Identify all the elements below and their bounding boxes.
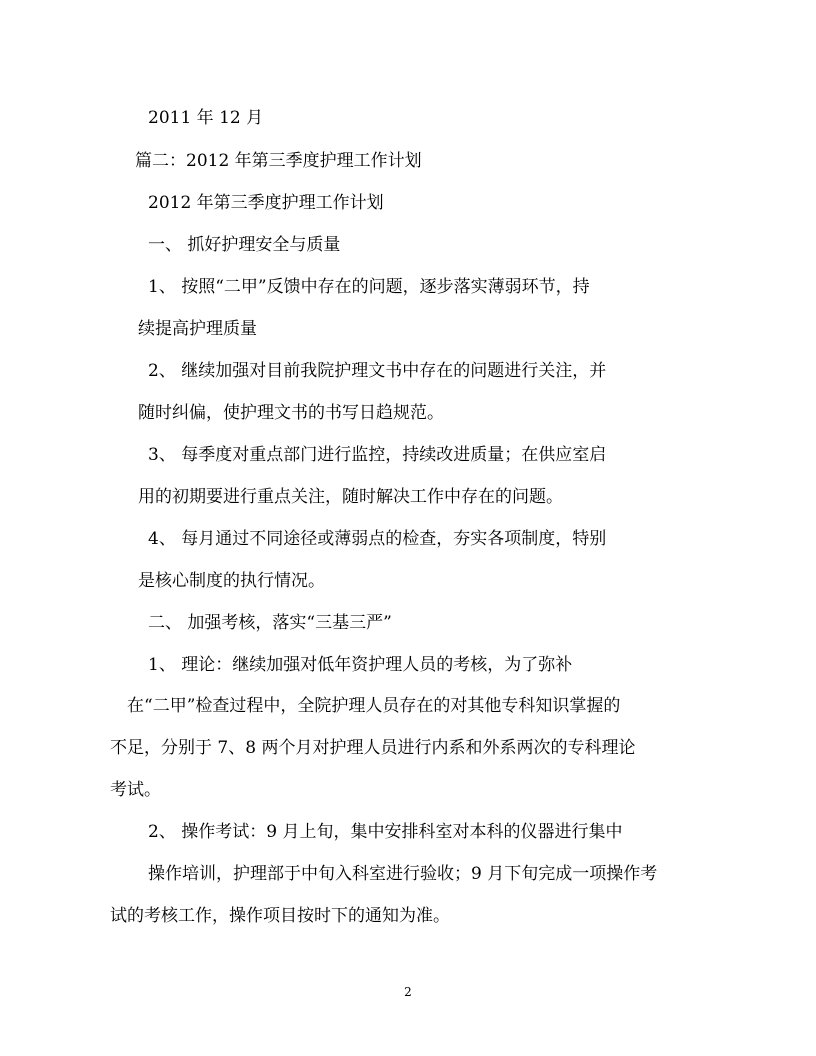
text-line-item-2a: 2、 继续加强对目前我院护理文书中存在的问题进行关注，并 [148,361,607,381]
text-line-heading-1: 一、 抓好护理安全与质量 [148,235,341,255]
text-line-date: 2011 年 12 月 [148,108,264,128]
text-line-item-4a: 4、 每月通过不同途径或薄弱点的检查，夯实各项制度，特别 [148,529,607,549]
text-line-theory-a: 1、 理论：继续加强对低年资护理人员的考核，为了弥补 [148,655,573,675]
text-line-item-3b: 用的初期要进行重点关注，随时解决工作中存在的问题。 [138,487,563,507]
text-line-section-title: 篇二：2012 年第三季度护理工作计划 [135,151,422,171]
text-line-theory-b: 在“二甲”检查过程中，全院护理人员存在的对其他专科知识掌握的 [127,696,621,716]
text-line-exam-b: 操作培训，护理部于中旬入科室进行验收；9 月下旬完成一项操作考 [148,864,658,884]
text-line-theory-c: 不足，分别于 7、8 两个月对护理人员进行内系和外系两次的专科理论 [110,738,636,758]
text-line-item-1b: 续提高护理质量 [138,319,257,339]
text-line-item-2b: 随时纠偏，使护理文书的书写日趋规范。 [138,403,444,423]
text-line-item-4b: 是核心制度的执行情况。 [138,571,325,591]
page-number: 2 [404,985,412,999]
text-line-item-1a: 1、 按照“二甲”反馈中存在的问题，逐步落实薄弱环节，持 [148,277,590,297]
text-line-exam-a: 2、 操作考试：9 月上旬，集中安排科室对本科的仪器进行集中 [148,822,623,842]
text-line-theory-d: 考试。 [110,780,161,800]
text-line-exam-c: 试的考核工作，操作项目按时下的通知为准。 [110,906,450,926]
text-line-heading-2: 二、 加强考核，落实“三基三严” [148,613,392,633]
text-line-item-3a: 3、 每季度对重点部门进行监控，持续改进质量；在供应室启 [148,445,607,465]
text-line-plan-title: 2012 年第三季度护理工作计划 [148,193,384,213]
